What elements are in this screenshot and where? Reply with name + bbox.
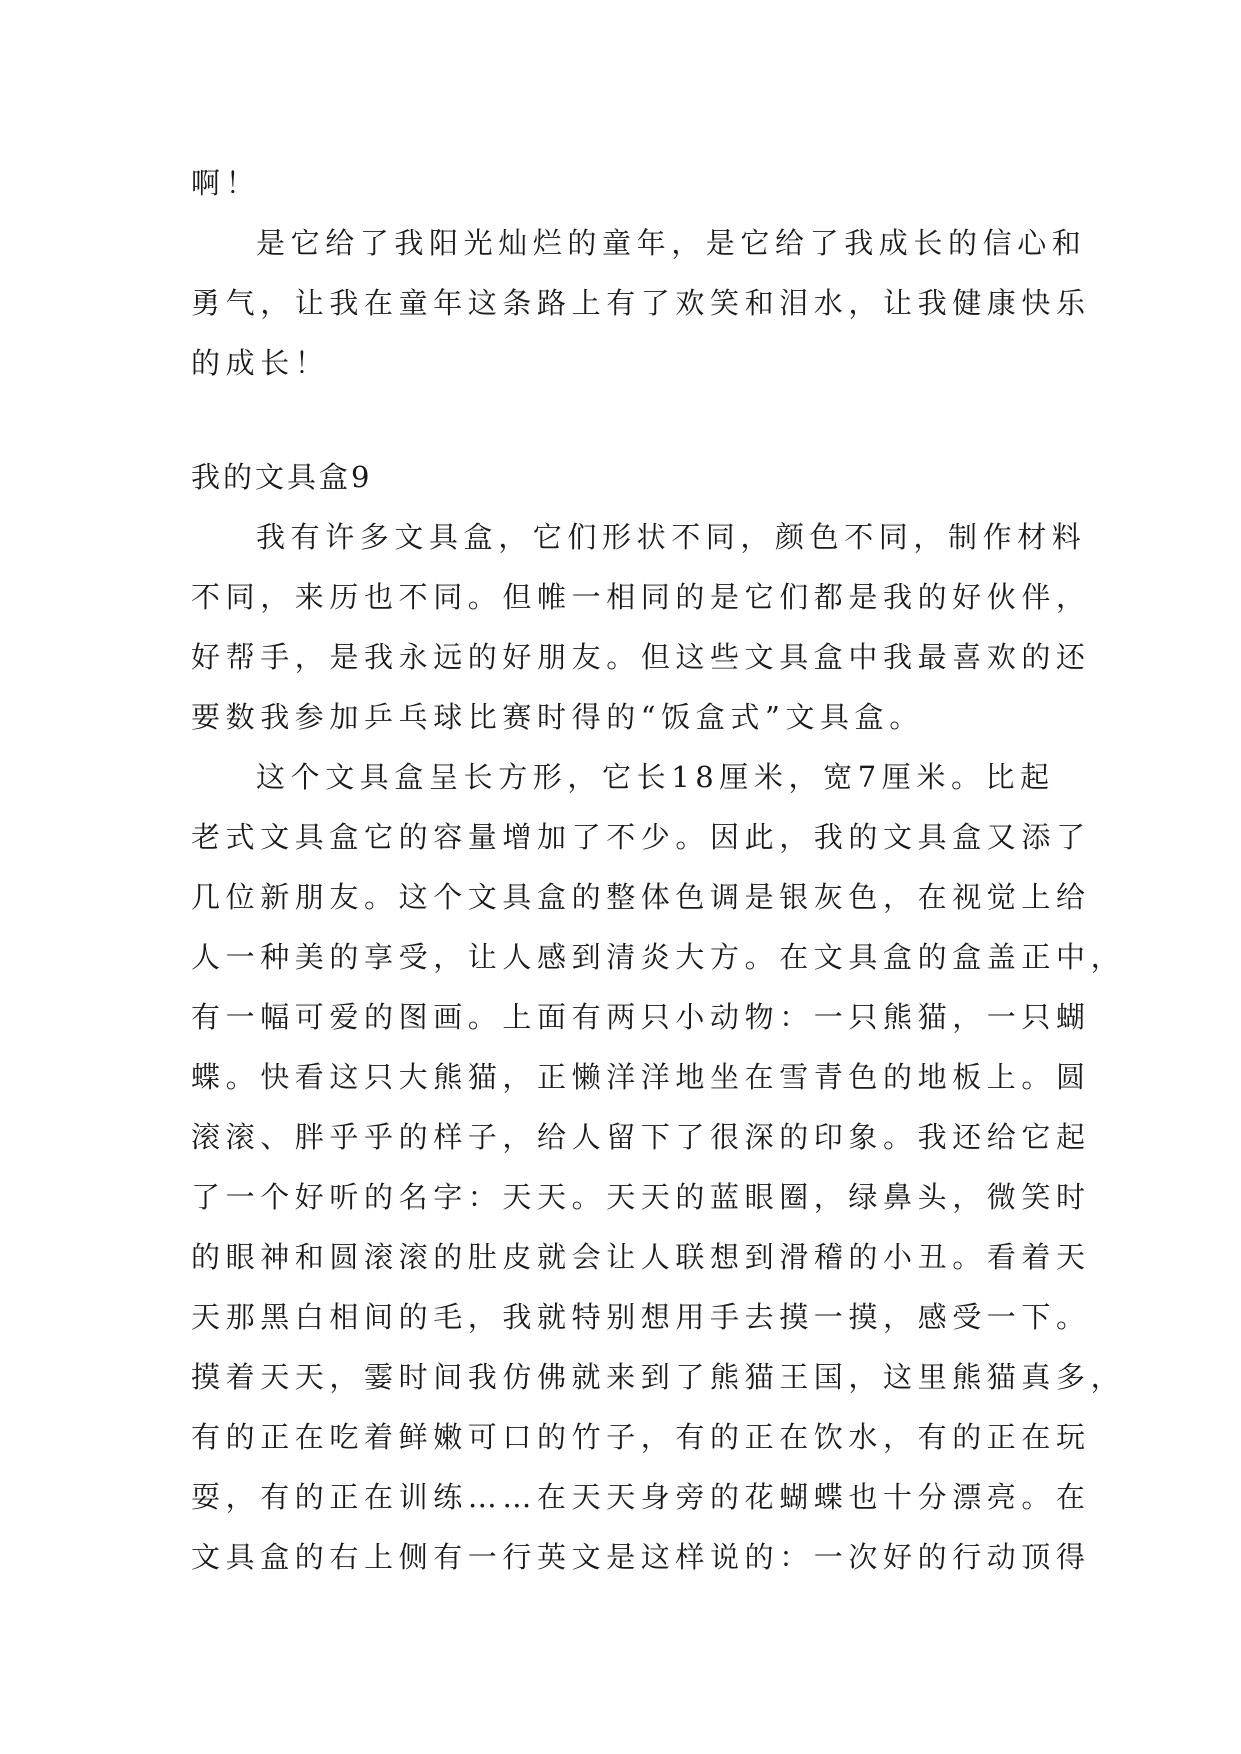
text-line: 的眼神和圆滚滚的肚皮就会让人联想到滑稽的小丑。看着天 xyxy=(191,1240,1091,1274)
text-line: 不同，来历也不同。但帷一相同的是它们都是我的好伙伴， xyxy=(191,580,1091,614)
text-line: 蝶。快看这只大熊猫，正懒洋洋地坐在雪青色的地板上。圆 xyxy=(191,1060,1091,1094)
text-line: 勇气，让我在童年这条路上有了欢笑和泪水，让我健康快乐 xyxy=(191,286,1091,320)
text-line: 是它给了我阳光灿烂的童年，是它给了我成长的信心和 xyxy=(256,226,1087,260)
text-line: 天那黑白相间的毛，我就特别想用手去摸一摸，感受一下。 xyxy=(191,1300,1091,1334)
text-line: 这个文具盒呈长方形，它长18厘米，宽7厘米。比起 xyxy=(256,760,1055,794)
text-line: 的成长！ xyxy=(191,346,330,380)
text-line: 要数我参加乒乓球比赛时得的“饭盒式”文具盒。 xyxy=(191,700,924,734)
text-line: 老式文具盒它的容量增加了不少。因此，我的文具盒又添了 xyxy=(191,820,1091,854)
text-line: 摸着天天，霎时间我仿佛就来到了熊猫王国，这里熊猫真多， xyxy=(191,1360,1126,1394)
text-line: 有的正在吃着鲜嫩可口的竹子，有的正在饮水，有的正在玩 xyxy=(191,1420,1091,1454)
text-line: 几位新朋友。这个文具盒的整体色调是银灰色，在视觉上给 xyxy=(191,880,1091,914)
text-line: 人一种美的享受，让人感到清炎大方。在文具盒的盒盖正中， xyxy=(191,940,1126,974)
text-line: 滚滚、胖乎乎的样子，给人留下了很深的印象。我还给它起 xyxy=(191,1120,1091,1154)
text-line: 我有许多文具盒，它们形状不同，颜色不同，制作材料 xyxy=(256,520,1087,554)
section-heading: 我的文具盒9 xyxy=(191,460,373,494)
text-line: 了一个好听的名字：天天。天天的蓝眼圈，绿鼻头，微笑时 xyxy=(191,1180,1091,1214)
text-line: 有一幅可爱的图画。上面有两只小动物：一只熊猫，一只蝴 xyxy=(191,1000,1091,1034)
text-line: 啊！ xyxy=(191,166,261,200)
text-line: 文具盒的右上侧有一行英文是这样说的：一次好的行动顶得 xyxy=(191,1540,1091,1574)
text-line: 耍，有的正在训练……在天天身旁的花蝴蝶也十分漂亮。在 xyxy=(191,1480,1091,1514)
text-line: 好帮手，是我永远的好朋友。但这些文具盒中我最喜欢的还 xyxy=(191,640,1091,674)
